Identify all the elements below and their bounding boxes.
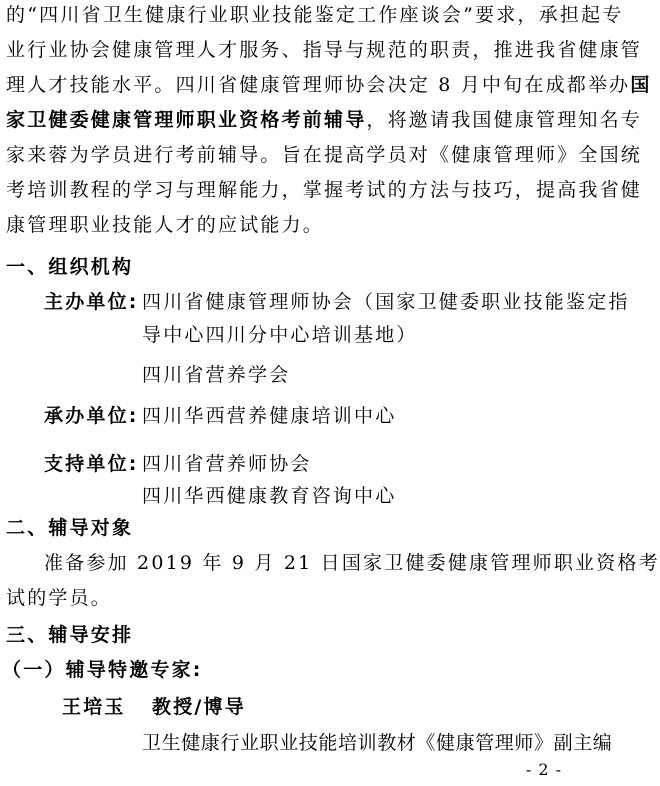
intro-line-6: 考培训教程的学习与理解能力，掌握考试的方法与技巧，提高我省健 [6,179,643,201]
support-value-line-1: 四川省营养师协会 [142,453,312,475]
intro-line-4-text: ，将邀请我国健康管理知名专 [366,109,643,131]
section-2-line-2: 试的学员。 [6,587,113,609]
intro-line-3-text: 理人才技能水平。四川省健康管理师协会决定 8 月中旬在成都举办 [6,74,631,96]
host-label: 主办单位: [44,291,139,313]
organizer-label: 承办单位: [44,405,139,427]
host-value-line-3: 四川省营养学会 [142,364,291,386]
section-2-heading: 二、辅导对象 [6,517,134,539]
intro-line-5: 家来蓉为学员进行考前辅导。旨在提高学员对《健康管理师》全国统 [6,144,643,166]
section-1-heading: 一、组织机构 [6,256,134,278]
page-number: - 2 - [525,760,562,779]
intro-line-2: 业行业协会健康管理人才服务、指导与规范的职责，推进我省健康管 [6,39,643,61]
support-label: 支持单位: [44,453,139,475]
intro-line-1: 的“四川省卫生健康行业职业技能鉴定工作座谈会”要求，承担起专 [6,4,624,26]
expert-name: 王培玉 [62,696,126,718]
section-3-heading: 三、辅导安排 [6,624,134,646]
section-3-sub-heading: （一）辅导特邀专家: [2,659,203,681]
expert-description: 卫生健康行业职业技能培训教材《健康管理师》副主编 [142,732,613,754]
expert-title: 教授/博导 [152,696,246,718]
support-value-line-2: 四川华西健康教育咨询中心 [142,485,397,507]
organizer-value: 四川华西营养健康培训中心 [142,405,397,427]
host-value-line-2: 导中心四川分中心培训基地） [142,324,418,346]
intro-line-3-bold: 国 [630,74,652,96]
intro-line-4-bold: 家卫健委健康管理师职业资格考前辅导 [6,109,367,131]
host-value-line-1: 四川省健康管理师协会（国家卫健委职业技能鉴定指 [142,291,630,313]
section-2-line-1: 准备参加 2019 年 9 月 21 日国家卫健委健康管理师职业资格考 [44,552,660,574]
intro-line-7: 康管理职业技能人才的应试能力。 [6,214,325,236]
intro-line-4 [6,107,642,133]
intro-line-3 [6,72,652,98]
